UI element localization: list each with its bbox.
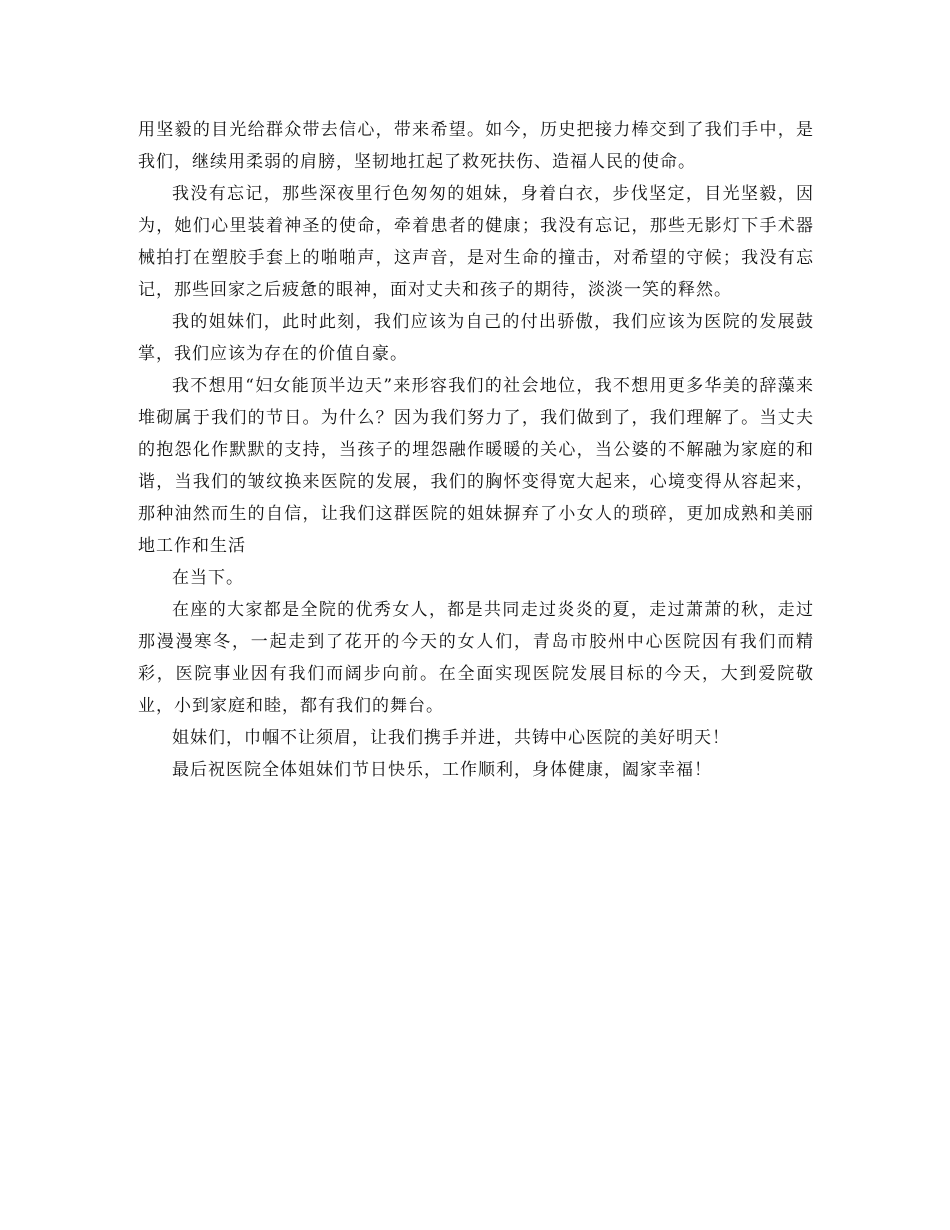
paragraph: 我没有忘记，那些深夜里行色匆匆的姐妹，身着白衣，步伐坚定，目光坚毅，因为，她们心里装着神圣的使命，牵着患者的健康；我没有忘记，那些无影灯下手术器械拍打在塑胶手套上的啪啪声，这声音，是对生命的撞击，对希望的守候；我没有忘记，那些回家之后疲惫的眼神，面对丈夫和孩子的期待，淡淡一笑的释然。 — [138, 184, 814, 300]
paragraph: 在当下。 — [172, 568, 244, 588]
paragraph: 姐妹们，巾帼不让须眉，让我们携手并进，共铸中心医院的美好明天！ — [172, 728, 730, 748]
paragraph: 我的姐妹们，此时此刻，我们应该为自己的付出骄傲，我们应该为医院的发展鼓掌，我们应该为存在的价值自豪。 — [138, 312, 814, 364]
paragraph: 用坚毅的目光给群众带去信心，带来希望。如今，历史把接力棒交到了我们手中，是我们，继续用柔弱的肩膀，坚韧地扛起了救死扶伤、造福人民的使命。 — [138, 120, 814, 172]
paragraph: 我不想用“妇女能顶半边天”来形容我们的社会地位，我不想用更多华美的辞藻来堆砌属于我们的节日。为什么？因为我们努力了，我们做到了，我们理解了。当丈夫的抱怨化作默默的支持，当孩子的埋怨融作暖暖的关心，当公婆的不解融为家庭的和谐，当我们的皱纹换来医院的发展，我们的胸怀变得宽大起来，心境变得从容起来，那种油然而生的自信，让我们这群医院的姐妹摒弃了小女人的琐碎，更加成熟和美丽地工作和生活 — [138, 376, 814, 556]
paragraph: 在座的大家都是全院的优秀女人，都是共同走过炎炎的夏，走过萧萧的秋，走过那漫漫寒冬，一起走到了花开的今天的女人们，青岛市胶州中心医院因有我们而精彩，医院事业因有我们而阔步向前。在全面实现医院发展目标的今天，大到爱院敬业，小到家庭和睦，都有我们的舞台。 — [138, 600, 814, 716]
paragraph: 最后祝医院全体姐妹们节日快乐，工作顺利，身体健康，阖家幸福！ — [172, 760, 712, 780]
document-body — [138, 114, 814, 786]
